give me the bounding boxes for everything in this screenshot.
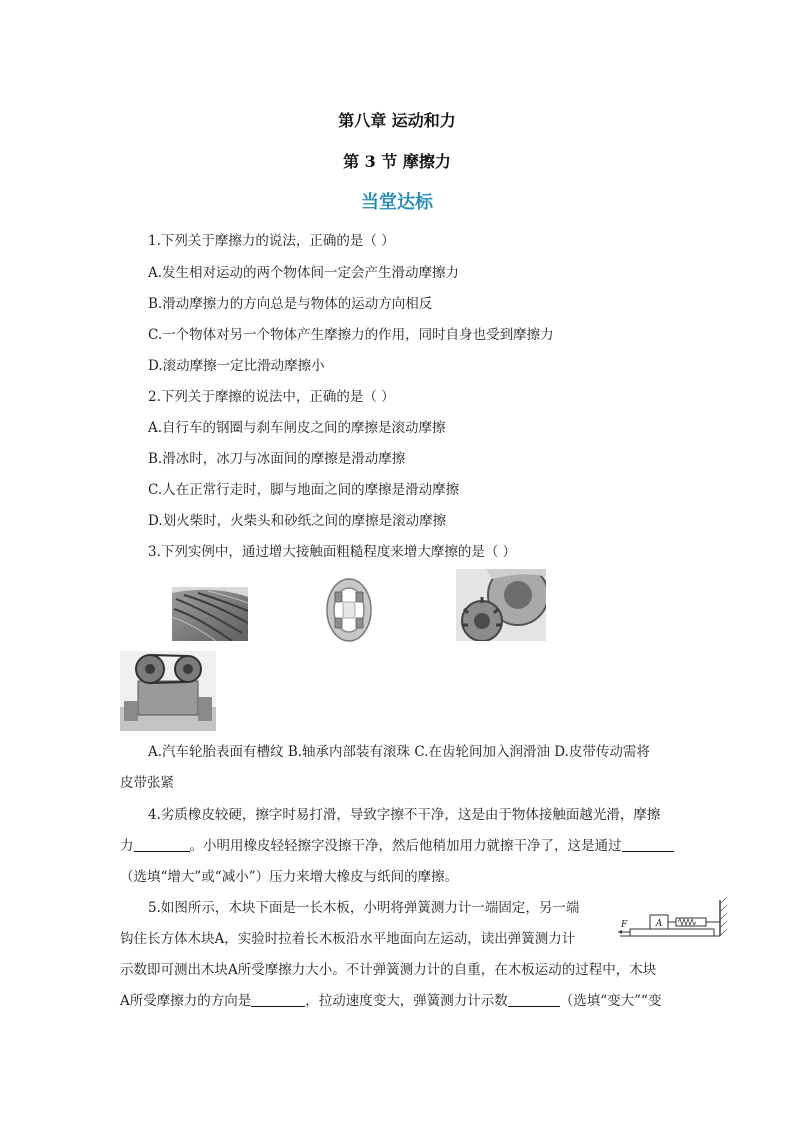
q1-option-c: C.一个物体对另一个物体产生摩擦力的作用，同时自身也受到摩擦力: [148, 327, 554, 343]
force-f-label: F: [621, 920, 628, 930]
q1-option-a: A.发生相对运动的两个物体间一定会产生滑动摩擦力: [148, 265, 460, 281]
q4-blank-2[interactable]: [622, 837, 674, 852]
tire-tread-image: [172, 587, 248, 641]
q2-option-c: C.人在正常行走时，脚与地面之间的摩擦是滑动摩擦: [148, 482, 460, 498]
ball-bearing-image: [323, 576, 375, 644]
gear-image: [456, 569, 546, 641]
q5-line4-b: ，拉动速度变大，弹簧测力计示数: [305, 993, 508, 1009]
q5-line4: [120, 989, 661, 1009]
q3-stem: 3.下列实例中，通过增大接触面粗糙程度来增大摩擦的是（ ）: [148, 544, 517, 560]
friction-experiment-diagram: [616, 896, 728, 942]
chapter-title: 第八章 运动和力: [338, 111, 456, 130]
q5-line3: 示数即可测出木块A所受摩擦力大小。不计弹簧测力计的自重，在木板运动的过程中，木块: [120, 962, 657, 978]
q5-line2: 钩住长方体木块A，实验时拉着长木板沿水平地面向左运动，读出弹簧测力计: [120, 931, 576, 947]
q4-line2-b: 。小明用橡皮轻轻擦字没擦干净，然后他稍加用力就擦干净了，这是通过: [189, 838, 622, 854]
q2-option-a: A.自行车的钢圈与刹车闸皮之间的摩擦是滚动摩擦: [148, 420, 446, 436]
exercise-heading: 当堂达标: [361, 192, 433, 213]
q1-option-b: B.滑动摩擦力的方向总是与物体的运动方向相反: [148, 296, 433, 312]
q4-line1: 4.劣质橡皮较硬，擦字时易打滑，导致字擦不干净，这是由于物体接触面越光滑，摩擦: [148, 807, 661, 823]
belt-drive-machine-image: [120, 651, 216, 731]
q4-line2: [120, 834, 674, 854]
q5-blank-2[interactable]: [508, 992, 560, 1007]
q5-blank-1[interactable]: [251, 992, 305, 1007]
q2-stem: 2.下列关于摩擦的说法中，正确的是（ ）: [148, 389, 395, 405]
section-title: 第 3 节 摩擦力: [343, 152, 451, 171]
q4-line2-a: 力: [120, 838, 134, 854]
block-a-label: A: [655, 919, 663, 929]
q1-option-d: D.滚动摩擦一定比滑动摩擦小: [148, 358, 325, 374]
q5-line4-a: A所受摩擦力的方向是: [120, 993, 252, 1009]
q5-line1: 5.如图所示，木块下面是一长木板，小明将弹簧测力计一端固定，另一端: [148, 900, 580, 916]
q3-options-line1: A.汽车轮胎表面有槽纹 B.轴承内部装有滚珠 C.在齿轮间加入润滑油 D.皮带传动需将: [148, 744, 650, 760]
q3-options-line2: 皮带张紧: [120, 775, 174, 791]
q4-line3: （选填“增大”或“减小”）压力来增大橡皮与纸间的摩擦。: [120, 869, 459, 885]
q5-line4-c: （选填“变大”“变: [559, 993, 662, 1009]
q1-stem: 1.下列关于摩擦力的说法，正确的是（ ）: [148, 233, 395, 249]
q4-blank-1[interactable]: [134, 837, 190, 852]
q2-option-b: B.滑冰时，冰刀与冰面间的摩擦是滑动摩擦: [148, 451, 406, 467]
q2-option-d: D.划火柴时，火柴头和砂纸之间的摩擦是滚动摩擦: [148, 513, 447, 529]
